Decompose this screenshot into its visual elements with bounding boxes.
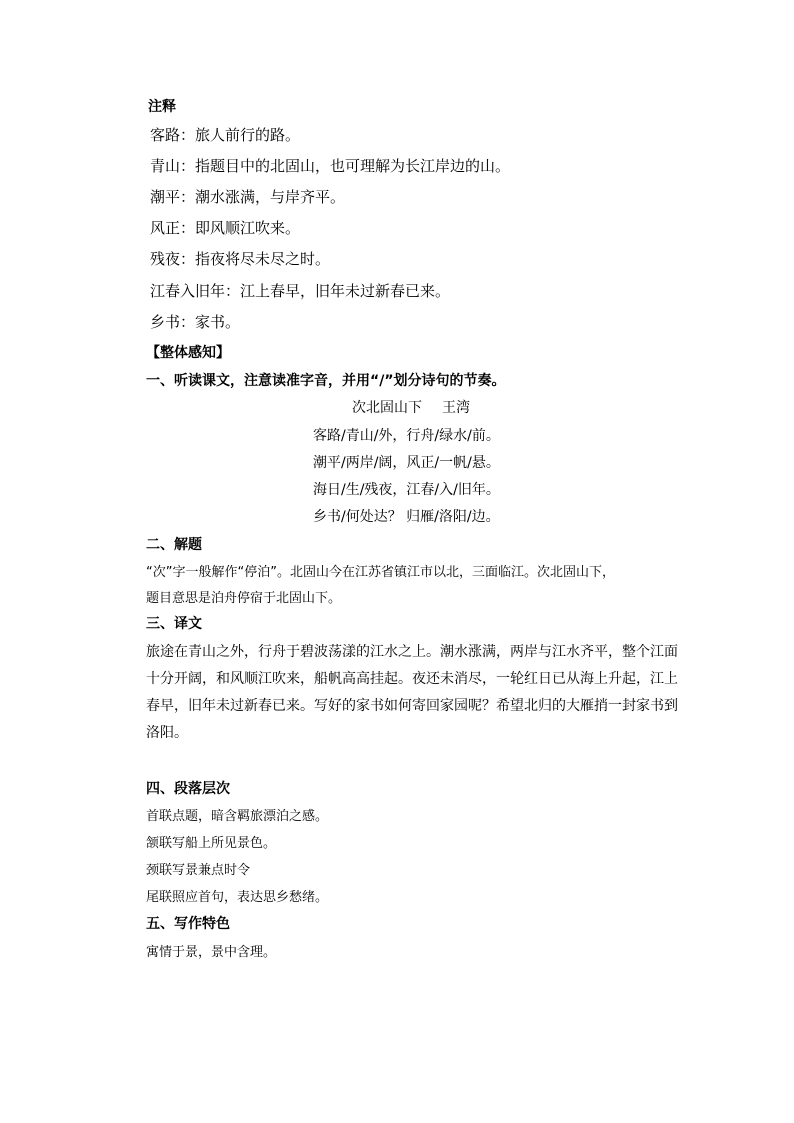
poem-line: 海日/生/残夜，江春/入/旧年。	[313, 482, 500, 498]
annotation-item: 残夜：指夜将尽未尽之时。	[150, 250, 331, 268]
structure-item: 首联点题，暗含羁旅漂泊之感。	[146, 809, 329, 824]
translation-line: 旅途在青山之外，行舟于碧波荡漾的江水之上。潮水涨满，两岸与江水齐平，整个江面	[146, 644, 678, 660]
poem-line: 客路/青山/外，行舟/绿水/前。	[313, 428, 500, 444]
jieti-text-line: 题目意思是泊舟停宿于北固山下。	[146, 591, 342, 606]
poem-line: 潮平/两岸/阔，风正/一帆/悬。	[313, 455, 500, 471]
structure-item: 尾联照应首句，表达思乡愁绪。	[146, 890, 329, 905]
translation-line: 春早，旧年未过新春已来。写好的家书如何寄回家园呢？希望北归的大雁捎一封家书到	[146, 698, 678, 714]
jieti-text-line: “次”字一般解作“停泊”。北固山今在江苏省镇江市以北，三面临江。次北固山下，	[146, 565, 615, 580]
translation-line: 十分开阔，和风顺江吹来，船帆高高挂起。夜还未消尽，一轮红日已从海上升起，江上	[146, 671, 678, 687]
overall-title: 【整体感知】	[146, 345, 230, 361]
section-3-title: 三、译文	[146, 616, 202, 632]
section-1-title: 一、听读课文，注意读准字音，并用“/”划分诗句的节奏。	[146, 373, 506, 389]
annotation-item: 江春入旧年：江上春早，旧年未过新春已来。	[150, 282, 451, 300]
annotation-item: 青山：指题目中的北固山，也可理解为长江岸边的山。	[150, 157, 511, 175]
structure-item: 颔联写船上所见景色。	[146, 836, 277, 851]
poem-title: 次北固山下	[352, 400, 422, 416]
poem-author: 王湾	[442, 400, 470, 416]
annotation-item: 潮平：潮水涨满，与岸齐平。	[150, 188, 346, 206]
annotation-item: 乡书：家书。	[150, 313, 241, 331]
section-5-title: 五、写作特色	[146, 916, 230, 932]
section-4-title: 四、段落层次	[146, 781, 230, 797]
poem-line: 乡书/何处达？ 归雁/洛阳/边。	[313, 509, 500, 525]
section-2-title: 二、解题	[146, 537, 202, 553]
annotations-title: 注释	[148, 99, 176, 115]
structure-item: 颈联写景兼点时令	[146, 863, 251, 878]
annotation-item: 风正：即风顺江吹来。	[150, 219, 301, 237]
feature-text: 寓情于景，景中含理。	[146, 945, 277, 960]
annotation-item: 客路：旅人前行的路。	[150, 126, 301, 144]
translation-line: 洛阳。	[146, 725, 188, 741]
